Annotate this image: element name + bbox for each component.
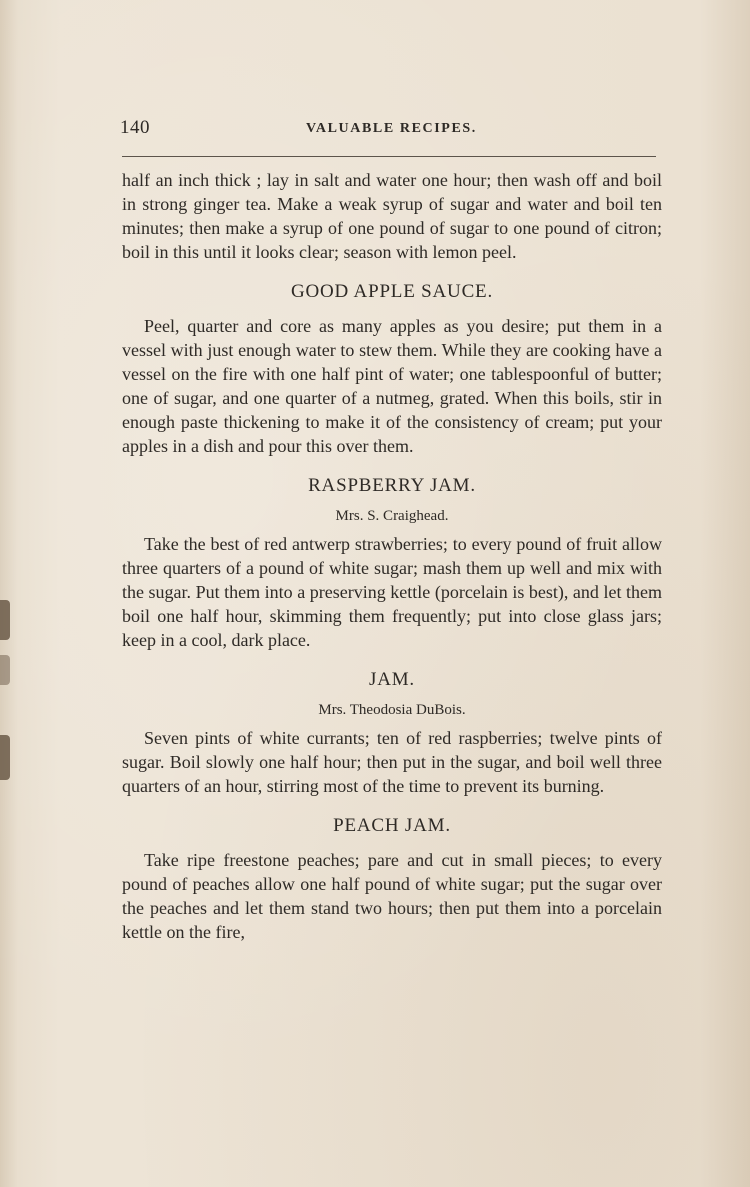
- continuation-paragraph: half an inch thick ; lay in salt and water one hour; then wash off and boil in strong ginger tea. Make a weak syrup of sugar and water and boil ten minutes; then make a syrup of one pound of sugar to one pound of citron; boil in this until it looks clear; season with lemon peel.: [122, 170, 662, 262]
- recipe-text: Take ripe freestone peaches; pare and cut in small pieces; to every pound of peaches allow one half pound of white sugar; put the sugar over the peaches and let them stand two hours; then put them into a porcelain kettle on the fire,: [122, 850, 662, 942]
- header-rule: [122, 156, 656, 157]
- recipe-title: RASPBERRY JAM.: [308, 475, 476, 496]
- page-number: 140: [120, 117, 150, 138]
- recipe-text: Peel, quarter and core as many apples as you desire; put them in a vessel with just enough water to stew them. While they are cooking have a vessel on the fire with one half pint of water; one tablespoonful of butter; one of sugar, and one quarter of a nutmeg, grated. When this boils, stir in enough paste thickening to make it of the consistency of cream; put your apples in a dish and pour this over them.: [122, 316, 662, 456]
- recipe-text: Take the best of red antwerp strawberries; to every pound of fruit allow three quarters of a pound of white sugar; mash them up well and mix with the sugar. Put them into a preserving kettle (porcelain is best), and let them boil one half hour, skimming them frequently; put into close glass jars; keep in a cool, dark place.: [122, 534, 662, 650]
- binding-mark: [0, 600, 10, 640]
- recipe: [122, 280, 662, 458]
- recipe: [122, 814, 662, 944]
- recipe-title: PEACH JAM.: [333, 815, 451, 836]
- recipe-text: Seven pints of white currants; ten of red raspberries; twelve pints of sugar. Boil slowly one half hour; then put in the sugar, and boil well three quarters of an hour, stirring most of the time to prevent its burning.: [122, 728, 662, 796]
- recipe-contributor: Mrs. Theodosia DuBois.: [318, 702, 466, 718]
- recipe-title: GOOD APPLE SAUCE.: [290, 281, 494, 302]
- recipe: [122, 474, 662, 652]
- binding-mark: [0, 735, 10, 780]
- running-head: VALUABLE RECIPES.: [306, 121, 477, 136]
- page-header: [120, 117, 657, 147]
- recipe-title: JAM.: [369, 669, 415, 690]
- recipe-contributor: Mrs. S. Craighead.: [335, 508, 449, 524]
- page-body: [122, 168, 662, 944]
- recipe: [122, 668, 662, 798]
- binding-mark: [0, 655, 10, 685]
